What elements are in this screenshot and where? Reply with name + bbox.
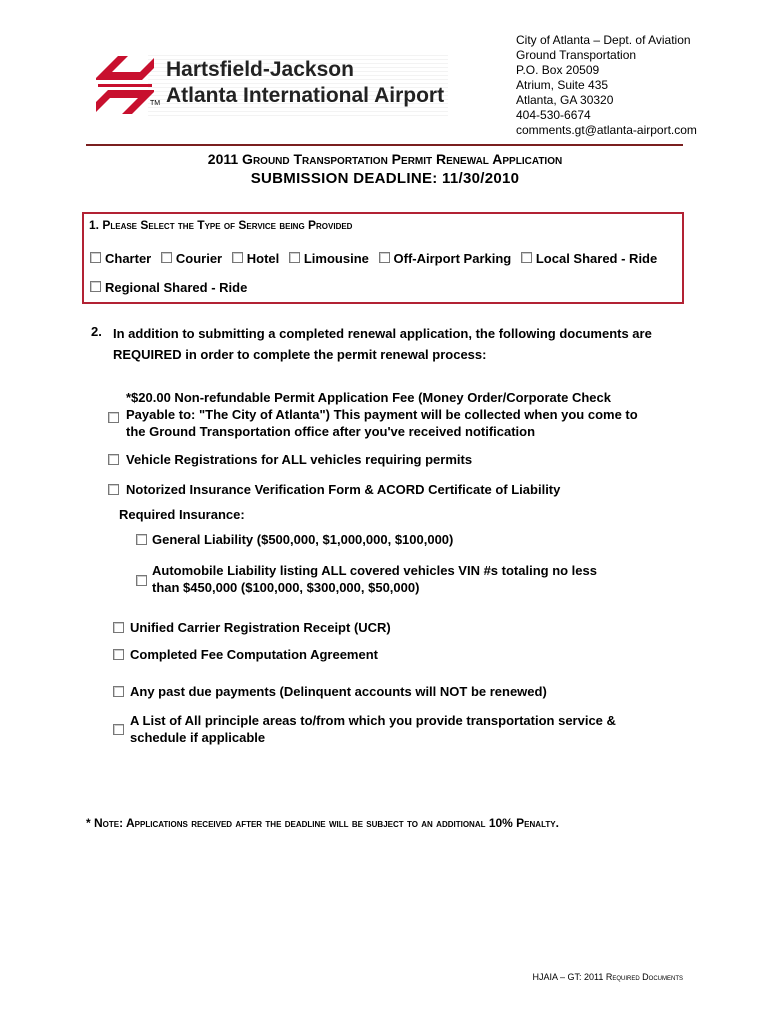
checkbox[interactable] — [90, 252, 101, 263]
checkbox[interactable] — [289, 252, 300, 263]
address-line: Atrium, Suite 435 — [516, 78, 609, 92]
insurance-general-liability: General Liability ($500,000, $1,000,000, $100,000) — [152, 532, 454, 547]
address-block — [516, 33, 697, 138]
insurance-automobile-liability: Automobile Liability listing ALL covered vehicles VIN #s totaling no less than $450,000 ($100,000, $300,000, $50,000) — [152, 563, 597, 595]
checkbox[interactable] — [108, 410, 123, 428]
service-type-question: 1. Please Select the Type of Service being Provided — [89, 218, 353, 232]
checkbox-box[interactable] — [113, 686, 124, 697]
option-charter[interactable]: Charter — [90, 251, 151, 266]
document-title: 2011 Ground Transportation Permit Renewal Application — [207, 151, 563, 167]
required-item-fee: *$20.00 Non-refundable Permit Application Fee (Money Order/Corporate Check Payable to: "The City of Atlanta") This payment will be collected when you come to the Ground Transportation office after you've received notification — [126, 390, 638, 439]
address-line: 404-530-6674 — [516, 108, 591, 122]
address-line: P.O. Box 20509 — [516, 63, 600, 77]
checkbox-box[interactable] — [113, 649, 124, 660]
checkbox[interactable] — [232, 252, 243, 263]
checkbox[interactable] — [113, 647, 128, 665]
page-footer: HJAIA – GT: 2011 Required Documents — [532, 972, 683, 982]
required-item-ucr: Unified Carrier Registration Receipt (UCR) — [130, 620, 391, 635]
option-regional-shared-ride[interactable]: Regional Shared - Ride — [90, 280, 247, 295]
checkbox-box[interactable] — [108, 454, 119, 465]
checkbox[interactable] — [521, 252, 532, 263]
service-options-row-1 — [90, 251, 663, 266]
logo-line-2: Atlanta International Airport — [166, 84, 445, 107]
section-2-intro: In addition to submitting a completed renewal application, the following documents are REQUIRED in order to complete the permit renewal process: — [113, 326, 652, 362]
address-line: City of Atlanta – Dept. of Aviation — [516, 33, 691, 47]
checkbox[interactable] — [113, 722, 128, 740]
checkbox[interactable] — [379, 252, 390, 263]
option-limousine[interactable]: Limousine — [289, 251, 369, 266]
submission-deadline: SUBMISSION DEADLINE: 11/30/2010 — [250, 170, 520, 187]
required-item-past-due: Any past due payments (Delinquent accounts will NOT be renewed) — [130, 684, 547, 699]
logo-trademark: TM — [150, 100, 161, 107]
checkbox[interactable] — [108, 452, 123, 470]
required-item-insurance-form: Notorized Insurance Verification Form & ACORD Certificate of Liability — [126, 482, 561, 497]
logo-line-1: Hartsfield-Jackson — [166, 58, 354, 81]
penalty-note: * Note: Applications received after the deadline will be subject to an additional 10% Penalty. — [86, 816, 559, 830]
required-item-fee-agreement: Completed Fee Computation Agreement — [130, 647, 378, 662]
checkbox[interactable] — [113, 620, 128, 638]
checkbox-box[interactable] — [108, 484, 119, 495]
checkbox-box[interactable] — [108, 412, 119, 423]
checkbox-box[interactable] — [136, 575, 147, 586]
checkbox[interactable] — [108, 482, 123, 500]
address-email[interactable]: comments.gt@atlanta-airport.com — [516, 123, 697, 137]
checkbox-box[interactable] — [113, 724, 124, 735]
required-insurance-label: Required Insurance: — [119, 507, 245, 522]
header-rule — [86, 144, 683, 146]
airport-logo-mark-icon — [88, 48, 162, 122]
checkbox[interactable] — [161, 252, 172, 263]
address-line: Ground Transportation — [516, 48, 637, 62]
checkbox-box[interactable] — [113, 622, 124, 633]
checkbox[interactable] — [90, 281, 101, 292]
checkbox[interactable] — [136, 573, 151, 591]
airport-logo — [88, 44, 448, 126]
checkbox-box[interactable] — [136, 534, 147, 545]
option-courier[interactable]: Courier — [161, 251, 222, 266]
section-2-number: 2. — [91, 324, 102, 339]
option-off-airport-parking[interactable]: Off-Airport Parking — [379, 251, 512, 266]
service-options-row-2 — [90, 280, 253, 295]
option-hotel[interactable]: Hotel — [232, 251, 280, 266]
checkbox[interactable] — [113, 684, 128, 702]
required-item-service-areas: A List of All principle areas to/from which you provide transportation service & schedule if applicable — [130, 713, 616, 745]
checkbox[interactable] — [136, 532, 151, 550]
address-line: Atlanta, GA 30320 — [516, 93, 614, 107]
option-local-shared-ride[interactable]: Local Shared - Ride — [521, 251, 657, 266]
required-item-registrations: Vehicle Registrations for ALL vehicles requiring permits — [126, 452, 473, 467]
